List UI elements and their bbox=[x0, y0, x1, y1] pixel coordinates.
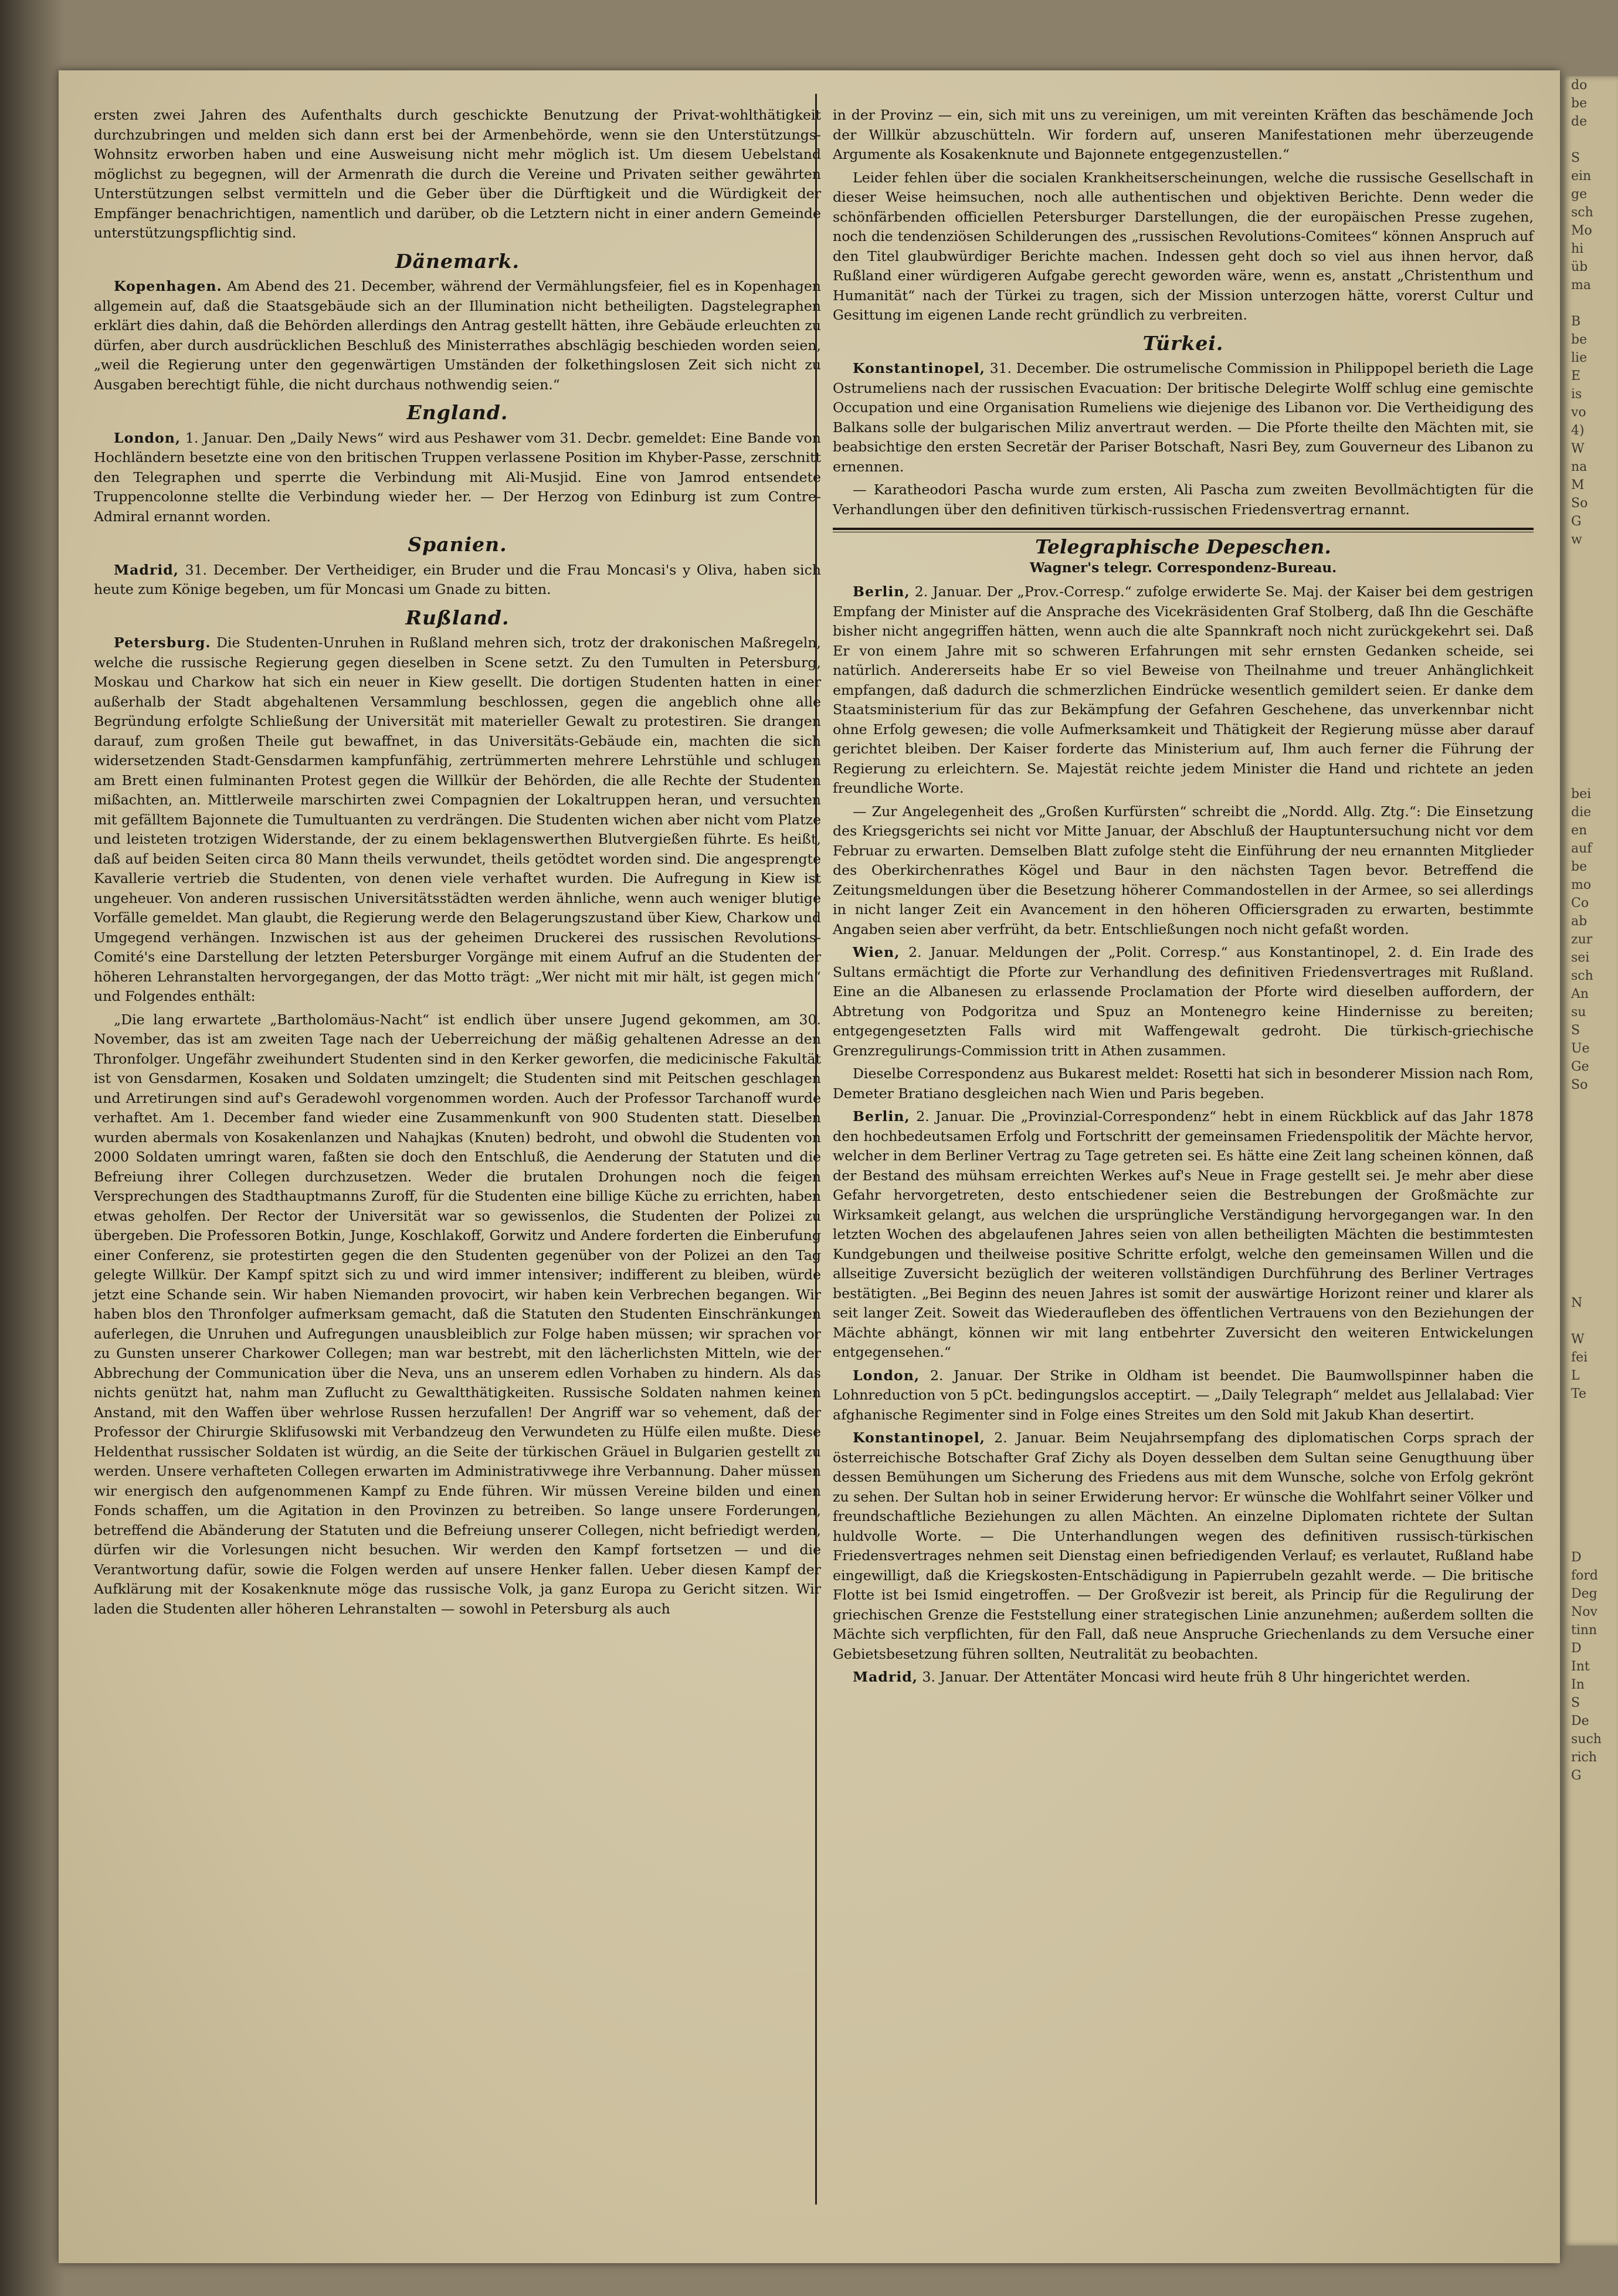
article-turkey bbox=[833, 359, 1534, 477]
intro-paragraph: ersten zwei Jahren des Aufenthalts durch geschickte Benutzung der Privat-wohlthätigkeit durchzubringen und melden sich dann erst bei der Armenbehörde, wenn sie den Unterstützungs-Wohnsitz erworben haben und eine Ausweisung nicht mehr möglich ist. Um diesem Uebelstand möglichst zu begegnen, will der Armenrath die durch die Vereine und Privaten seither gewährten Unterstützungen selbst vermitteln und die Geber über die Dürftigkeit und die Würdigkeit der Empfänger benachrichtigen, namentlich und darüber, ob die Letztern nicht in einer andern Gemeinde unterstützungspflichtig sind. bbox=[94, 107, 821, 241]
section-heading-denmark: Dänemark. bbox=[395, 249, 520, 273]
section-rule bbox=[833, 528, 1534, 532]
article-england bbox=[94, 429, 821, 527]
dispatch-konstantinopel bbox=[833, 1428, 1534, 1664]
continuation-paragraph: in der Provinz — ein, sich mit uns zu vereinigen, um mit vereinten Kräften das beschämende Joch der Willkür abzuschütteln. Wir fordern auf, unseren Manifestationen mehr überzeugende Argumente als Kosakenknute und Bajonnete entgegenzustellen.“ bbox=[833, 107, 1534, 162]
dispatch-berlin-1b: — Zur Angelegenheit des „Großen Kurfürsten“ schreibt die „Nordd. Allg. Ztg.“: Die Einsetzung des Kriegsgerichts sei nicht vor Mitte Januar, der Abschluß der Hauptuntersuchung nicht vor dem Februar zu erwarten. Demselben Blatt zufolge steht die Einführung der neu ernannten Mitglieder des Oberkirchenrathes Kögel und Baur in den nächsten Tagen bevor. Betreffend die Zeitungsmeldungen über die Besetzung höherer Commandostellen in der Armee, so sei allerdings in nicht langer Zeit ein Avancement in den höheren Officiersgraden zu erwarten, bestimmte Angaben seien aber verfrüht, da betr. Entschließungen noch nicht gefaßt worden. bbox=[833, 803, 1534, 938]
dispatch-text: 2. Januar. Beim Neujahrsempfang des diplomatischen Corps sprach der österreichische Botschafter Graf Zichy als Doyen desselben dem Sultan seine Genugthuung über dessen Bemühungen um Sicherung des Friedens aus mit dem Wunsche, solche von Erfolg gekrönt zu sehen. Der Sultan hob in seiner Erwiderung hervor: Er wünsche die Wohlfahrt seiner Völker und freundschaftliche Beziehungen zu allen Mächten. An einzelne Diplomaten richtete der Sultan huldvolle Worte. — Die Unterhandlungen wegen des definitiven russisch-türkischen Friedensvertrages nehmen seit Dienstag einen befriedigenden Verlauf; es verlautet, Rußland habe eingewilligt, daß die Kriegskosten-Entschädigung in Papierrubeln gezahlt werde. — Die britische Flotte ist bei Ismid eingetroffen. — Der Großvezir ist bereit, als Princip für die Regulirung der griechischen Grenze die Feststellung einer strategischen Linie anzunehmen; außerdem sollten die Mächte sich verpflichten, für den Fall, daß neue Anspruche Griechenlands zu dem Versuche einer Gebietsbesetzung führen sollten, Neutralität zu beobachten. bbox=[833, 1429, 1534, 1662]
dateline: London, bbox=[853, 1367, 920, 1384]
dateline: Wien, bbox=[853, 944, 900, 960]
article-text: 31. December. Die ostrumelische Commission in Philippopel berieth die Lage Ostrumeliens nach der russischen Evacuation: Der britische Delegirte Wolff schlug eine gemischte Occupation und eine Organisation Rumeliens wie diejenige des Libanon vor. Die Vertheidigung des Balkans solle der bulgarischen Miliz anvertraut werden. — Die Pforte theilte den Mächten mit, sie beabsichtige den ersten Secretär der Pariser Botschaft, Nasri Bey, zum Gouverneur des Libanon zu ernennen. bbox=[833, 360, 1534, 475]
adjacent-page-text: do be de S ein ge sch Mo hi üb ma B be lie E is vo 4) W na M So G w bei die en auf be mo Co ab zur sei sch An su S Ue Ge So N W fei L Te D ford Deg Nov tinn D Int In S De such rich G bbox=[1571, 78, 1602, 1783]
telegraph-subheading: Wagner's telegr. Correspondenz-Bureau. bbox=[1029, 559, 1337, 576]
article-denmark bbox=[94, 277, 821, 395]
dispatch-london bbox=[833, 1366, 1534, 1425]
article-russia bbox=[94, 633, 821, 1007]
dateline: Madrid, bbox=[114, 561, 179, 578]
dateline: London, bbox=[114, 429, 181, 446]
dispatch-wien-b: Dieselbe Correspondenz aus Bukarest meldet: Rosetti hat sich in besonderer Mission nach Rom, Demeter Bratiano desgleichen nach Wien und Paris begeben. bbox=[833, 1065, 1534, 1102]
article-text: 1. Januar. Den „Daily News“ wird aus Peshawer vom 31. Decbr. gemeldet: Eine Bande von Hochländern besetzte eine von den britischen Truppen verlassene Position im Khyber-Passe, zerschnitt den Telegraphen und sperrte die Verbindung mit Ali-Musjid. Eine von Jamrod entsendete Truppencolonne stellte die Verbindung wieder her. — Der Herzog von Edinburg ist zum Contre-Admiral ernannt worden. bbox=[94, 429, 822, 525]
dispatch-text: 2. Januar. Meldungen der „Polit. Corresp.“ aus Konstantinopel, 2. d. Ein Irade des Sultans ermächtigt die Pforte zur Verhandlung des definitiven Friedensvertrages mit Rußland. Eine an die Albanesen zu erlassende Proclamation der Pforte wird dieselben auffordern, der Abtretung von Podgoritza und Spuz an Montenegro keine Hindernisse zu bereiten; entgegengesetzten Falls wird mit Waffengewalt gedroht. Die türkisch-griechische Grenzregulirungs-Commission tritt in Athen zusammen. bbox=[833, 944, 1534, 1059]
section-heading-russia: Rußland. bbox=[405, 606, 510, 629]
section-heading-spain: Spanien. bbox=[408, 533, 507, 556]
article-text: 31. December. Der Vertheidiger, ein Bruder und die Frau Moncasi's y Oliva, haben sich heute zum Könige begeben, um für Moncasi um Gnade zu bitten. bbox=[94, 561, 822, 597]
dispatch-madrid bbox=[833, 1667, 1534, 1687]
article-turkey-2: — Karatheodori Pascha wurde zum ersten, Ali Pascha zum zweiten Bevollmächtigten für die Verhandlungen über den definitiven türkisch-russischen Friedensvertrag ernannt. bbox=[833, 481, 1534, 518]
dispatch-text: 3. Januar. Der Attentäter Moncasi wird heute früh 8 Uhr hingerichtet werden. bbox=[922, 1669, 1471, 1685]
section-heading-england: England. bbox=[406, 401, 508, 424]
article-text: Am Abend des 21. December, während der Vermählungsfeier, fiel es in Kopenhagen allgemein auf, daß die Staatsgebäude sich an der Illumination nicht betheiligten. Dagstelegraphen erklärt dies dahin, daß die Behörden allerdings den Antrag gestellt hätten, ihre Gebäude erleuchten zu dürfen, aber durch ausdrücklichen Beschluß des Ministerrathes abschlägig beschieden worden seien, „weil die Regierung unter den gegenwärtigen Umständen der folkethingslosen Zeit sich nicht zu Ausgaben berechtigt fühle, die nicht durchaus nothwendig seien.“ bbox=[94, 278, 821, 393]
dispatch-berlin-2 bbox=[833, 1107, 1534, 1363]
continuation-paragraph-2: Leider fehlen über die socialen Krankheitserscheinungen, welche die russische Gesellschaft in dieser Weise heimsuchen, noch alle authentischen und objektiven Berichte. Denn weder die schönfärbenden officiellen Petersburger Darstellungen, die der europäischen Presse zugehen, noch die tendenziösen Schilderungen des „russischen Revolutions-Comitees“ können Anspruch auf den Titel glaubwürdiger Berichte machen. Indessen geht doch so viel aus ihnen hervor, daß Rußland einer würdigeren Aufgabe gerecht geworden wäre, wenn es, anstatt „Christenthum und Humanität“ nach der Türkei zu tragen, sich der Mission unterzogen hätte, vorerst Cultur und Gesittung im eigenen Lande recht gründlich zu verbreiten. bbox=[833, 169, 1534, 323]
dispatch-berlin-1 bbox=[833, 582, 1534, 799]
dateline: Berlin, bbox=[853, 583, 910, 600]
article-text: Die Studenten-Unruhen in Rußland mehren sich, trotz der drakonischen Maßregeln, welche die russische Regierung gegen dieselben in Scene setzt. Zu den Tumulten in Petersburg, Moskau und Charkow hat sich ein neuer in Kiew gesellt. Die dortigen Studenten hatten in einer außerhalb der Stadt abgehaltenen Versammlung beschlossen, gegen die angeblich ohne alle Begründung erfolgte Schließung der Universität mit materieller Gewalt zu protestiren. Sie drangen darauf, zum großen Theile gut bewaffnet, in das Universitäts-Gebäude ein, machten die sich widersetzenden Stadt-Gensdarmen kampfunfähig, zertrümmerten mehrere Lehrstühle und schlugen am Brett einen fulminanten Protest gegen die Willkür der Behörden, die alle Rechte der Studenten mißachten, an. Mittlerweile marschirten zwei Compagnien der Lokaltruppen heran, und versuchten mit gefälltem Bajonnete die Tumultuanten zu verdrängen. Die Studenten wichen aber nicht vom Platze und leisteten trotzigen Widerstande, der zu einem beklagenswerthen Blutvergießen führte. Es heißt, daß auf beiden Seiten circa 80 Mann theils verwundet, theils getödtet worden sind. Die angesprengte Kavallerie vertrieb die Studenten, von denen viele verhaftet wurden. Die Aufregung in Kiew ist ungeheuer. Von anderen russischen Universitätsstädten werden ähnliche, wenn auch weniger blutige Vorfälle gemeldet. Man glaubt, die Regierung werde den Belagerungszustand über Kiew, Charkow und Umgegend verhängen. Inzwischen ist aus der geheimen Druckerei des russischen Revolutions-Comité's eine Darstellung der letzten Petersburger Vorgänge mit einem Aufruf an die Studenten der höheren Lehranstalten hervorgegangen, der das Motto trägt: „Wer nicht mit mir hält, ist gegen mich“ und Folgendes enthält: bbox=[94, 634, 821, 1004]
dateline: Petersburg. bbox=[114, 634, 211, 651]
newspaper-page bbox=[59, 70, 1560, 2263]
dateline: Madrid, bbox=[853, 1669, 918, 1685]
dateline: Berlin, bbox=[853, 1108, 910, 1125]
adjacent-page-edge bbox=[1563, 76, 1618, 2246]
dispatch-text: 2. Januar. Die „Provinzial-Correspondenz“ hebt in einem Rückblick auf das Jahr 1878 den hochbedeutsamen Erfolg und Fortschritt der gemeinsamen Friedenspolitik der Mächte hervor, welcher in dem Berliner Vertrag zu Tage getreten sei. Es hätte eine Zeit lang scheinen können, daß der Bestand des mühsam erreichten Werkes auf's Neue in Frage gestellt sei. Je mehr aber diese Gefahr hervorgetreten, desto entschiedener seien die Bestrebungen der Großmächte zur Wirksamkeit gelangt, aus welchen die ursprüngliche Verständigung hervorgegangen war. In den letzten Wochen des abgelaufenen Jahres seien von allen betheiligten Mächten die bestimmtesten Kundgebungen und theilweise positive Schritte erfolgt, welche den gemeinsamen Willen und die allseitige Zuversicht bezüglich der weiteren vollständigen Durchführung des Berliner Vertrages bestätigten. „Bei Beginn des neuen Jahres ist somit der auswärtige Horizont reiner und klarer als seit langer Zeit. Soweit das Wiederaufleben des öffentlichen Vertrauens von den Beziehungen der Mächte abhängt, können wir mit lang entbehrter Zuversicht den weiteren Entwickelungen entgegensehen.“ bbox=[833, 1108, 1534, 1360]
left-column bbox=[94, 106, 821, 1622]
dateline: Kopenhagen. bbox=[114, 278, 222, 294]
article-spain bbox=[94, 561, 821, 600]
dispatch-text: 2. Januar. Der „Prov.-Corresp.“ zufolge erwiderte Se. Maj. der Kaiser bei dem gestrigen Empfang der Minister auf die Ansprache des Vicekräsidenten Graf Stolberg, daß Ihn die Geschäfte bisher nicht angegriffen hätten, wenn auch die alte Spannkraft noch nicht zurückgekehrt sei. Daß Er von einem Jahre mit so schweren Erfahrungen mit sehr ernsten Gedanken scheide, sei natürlich. Andererseits habe Er so viel Beweise von Theilnahme und treuer Anhänglichkeit empfangen, daß dadurch die schmerzlichen Eindrücke wesentlich gemildert seien. Er danke dem Staatsministerium für das zur Bekämpfung der Gefahren Geschehene, das unverkennbar nicht ohne Erfolg gewesen; die volle Aufmerksamkeit und Thätigkeit der Regierung müsse aber darauf gerichtet bleiben. Der Kaiser forderte das Ministerium auf, Ihm auch ferner die Führung der Regierung zu erleichtern. Se. Majestät reichte jedem Minister die Hand und richtete an jeden freundliche Worte. bbox=[833, 583, 1534, 796]
dateline: Konstantinopel, bbox=[853, 1429, 985, 1446]
dispatch-wien bbox=[833, 943, 1534, 1061]
section-heading-turkey: Türkei. bbox=[1142, 331, 1224, 355]
right-column bbox=[833, 106, 1534, 1691]
telegraph-heading: Telegraphische Depeschen. bbox=[1035, 535, 1331, 558]
article-russia-quote: „Die lang erwartete „Bartholomäus-Nacht“ ist endlich über unsere Jugend gekommen, am 30. November, das ist am zweiten Tage nach der Ueberreichung der mäßig gehaltenen Adresse an den Thronfolger. Ungefähr zweihundert Studenten sind in den Kerker geworfen, die medicinische Fakultät ist von Gensdarmen, Kosaken und Soldaten umzingelt; die Studenten sind mit Peitschen geschlagen und Arretirungen sind auf's Geradewohl vorgenommen worden. Auch der Professor Tarchanoff wurde verhaftet. Am 1. December fand wieder eine Zusammenkunft von 900 Studenten statt. Dieselben wurden abermals von Kosakenlanzen und Nahajkas (Knuten) bedroht, und obwohl die Studenten von 2000 Soldaten umringt waren, faßten sie doch den Entschluß, die Aenderung der Statuten und die Befreiung ihrer Collegen durchzusetzen. Weder die brutalen Drohungen noch die feigen Versprechungen des Stadthauptmanns Zuroff, für die Studenten eine billige Küche zu errichten, haben etwas geholfen. Der Rector der Universität war so gewissenlos, die Studenten der Polizei zu übergeben. Die Professoren Botkin, Junge, Koschlakoff, Gorwitz und Andere forderten die Einberufung einer Conferenz, sie protestirten gegen die den Studenten gegenüber von der Polizei an den Tag gelegte Willkür. Der Kampf spitzt sich zu und wird immer intensiver; indifferent zu bleiben, würde jetzt eine Schande sein. Wir haben Niemanden provocirt, wir haben kein Verbrechen begangen. Wir haben blos den Thronfolger aufmerksam gemacht, daß die Statuten den Studenten Einschränkungen auferlegen, die Unruhen und Aufregungen unausbleiblich zur Folge haben müssen; wir sprachen vor zu Gunsten unserer Charkower Collegen; man war bestrebt, mit den lächerlichsten Mitteln, wie der Abbrechung der Communication über die Neva, uns an unserem edlen Vorhaben zu hindern. Als das nichts genützt hat, nahm man Zuflucht zu Gewaltthätigkeiten. Russische Soldaten nahmen keinen Anstand, mit den Waffen über wehrlose Russen herzufallen! Der Angriff war so vehement, daß der Professor der Chirurgie Sklifusowski mit Verbandzeug den Verwundeten zu Hülfe eilen mußte. Diese Heldenthat russischer Soldaten ist würdig, an die Seite der türkischen Gräuel in Bulgarien gestellt zu werden. Unsere verhafteten Collegen erwarten im Administrativwege ihre Verbannung. Daher müssen wir energisch den aufgenommenen Kampf zu Ende führen. Wir müssen Vereine bilden und einen Fonds schaffen, um die Agitation in den Provinzen zu betreiben. So lange unsere Forderungen, betreffend die Abänderung der Statuten und die Befreiung unserer Collegen, nicht befriedigt werden, dürfen wir die Vorlesungen nicht besuchen. Wir werden den Kampf fortsetzen — und die Verantwortung dafür, sowie die Folgen werden auf unsere Henker fallen. Ueber diesen Kampf der Aufklärung mit der Kosakenknute möge das russische Volk, ja ganz Europa zu Gericht sitzen. Wir laden die Studenten aller höheren Lehranstalten — sowohl in Petersburg als auch bbox=[94, 1011, 821, 1617]
dateline: Konstantinopel, bbox=[853, 360, 985, 376]
dispatch-text: 2. Januar. Der Strike in Oldham ist beendet. Die Baumwollspinner haben die Lohnreduction von 5 pCt. bedingungslos acceptirt. — „Daily Telegraph“ meldet aus Jellalabad: Vier afghanische Regimenter sind in Folge eines Streites um den Sold mit Jakub Khan desertirt. bbox=[833, 1367, 1534, 1423]
